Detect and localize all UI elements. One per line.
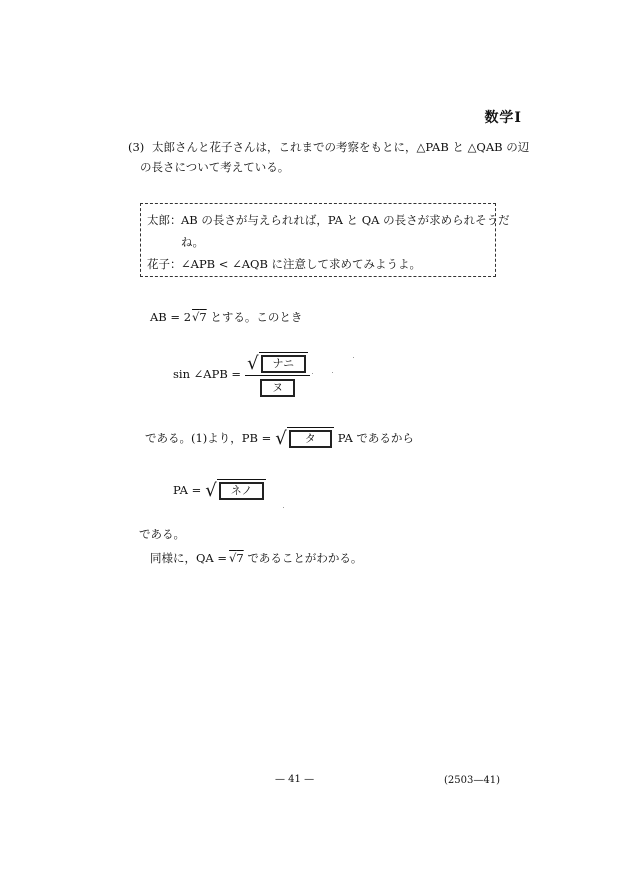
pb-sqrt: √ タ (275, 427, 333, 448)
equation-ab (150, 309, 302, 325)
closing-line-2: 同様に，QA = √7 であることがわかる。 (150, 551, 363, 565)
question-number: (3) (128, 140, 145, 154)
intro-line-1: 太郎さんと花子さんは，これまでの考察をもとに，△PAB と △QAB の辺 (152, 140, 530, 154)
exam-code: (2503—41) (444, 775, 500, 786)
ab-lhs: AB = 2 (150, 310, 192, 324)
hanako-line: ∠APB < ∠AQB に注意して求めてみようよ。 (181, 257, 422, 271)
scan-speck (353, 357, 354, 358)
taro-line-2: ね。 (181, 235, 204, 249)
ab-sqrt-seven: √7 (192, 310, 207, 324)
answer-box-neno[interactable]: ネノ (219, 482, 265, 500)
equation-sin (173, 350, 310, 398)
intro-line-2: の長さについて考えている。 (140, 160, 290, 174)
pb-pre: である。(1)より，PB = (145, 430, 272, 445)
taro-line-1: AB の長さが与えられれば，PA と QA の長さが求められそうだ (181, 213, 510, 227)
equation-pa (173, 479, 266, 500)
sin-fraction (245, 352, 310, 397)
page-number: — 41 — (275, 774, 315, 785)
scan-speck (332, 372, 333, 373)
answer-box-ta[interactable]: タ (289, 430, 332, 448)
closing-line-1: である。 (139, 527, 185, 541)
qa-sqrt-seven: √7 (229, 551, 244, 565)
pa-lhs: PA = (173, 482, 202, 497)
pb-post: PA であるから (337, 430, 414, 445)
sin-lhs: sin ∠APB = (173, 367, 242, 381)
answer-box-nani[interactable]: ナニ (261, 355, 307, 373)
sin-numerator-sqrt: √ ナニ (247, 352, 308, 373)
taro-speaker: 太郎： (147, 213, 182, 227)
scan-speck (283, 507, 284, 508)
dialogue-box (140, 203, 510, 277)
hanako-speaker: 花子： (147, 257, 182, 271)
subject-header: 数学Ⅰ (484, 110, 522, 126)
ab-tail: とする。このとき (210, 310, 303, 324)
answer-box-nu[interactable]: ヌ (260, 379, 295, 397)
equation-pb (145, 427, 414, 448)
scan-speck (312, 373, 313, 374)
pa-sqrt: √ ネノ (205, 479, 266, 500)
